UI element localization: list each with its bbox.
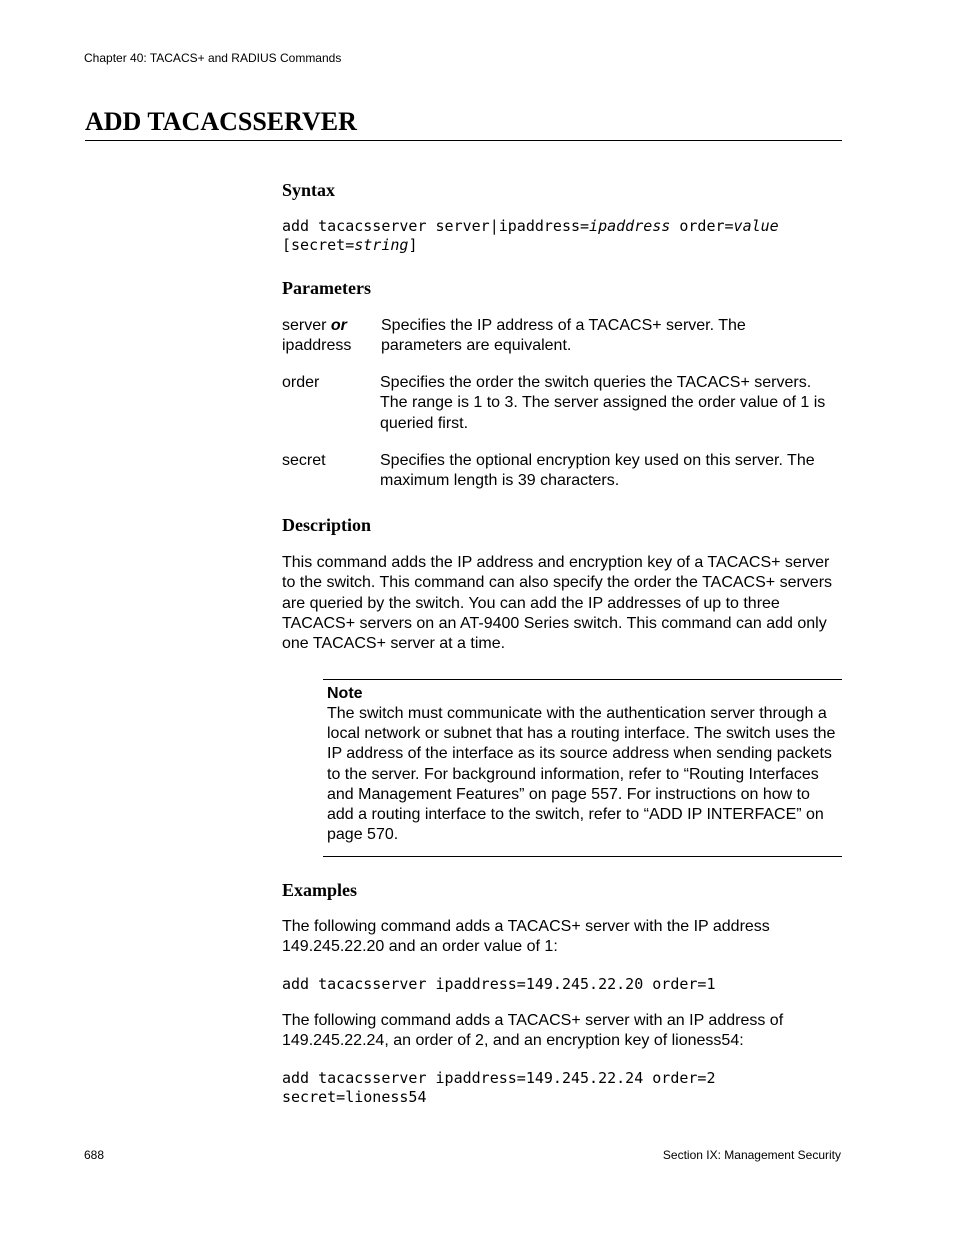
param-name-order: order [282, 374, 320, 391]
param-desc-secret: Specifies the optional encryption key used on this server. The maximum length is 39 characters. [380, 452, 815, 490]
note-title: Note [327, 685, 363, 702]
description-text: This command adds the IP address and encryption key of a TACACS+ server to the switch. This command can also specify the order the TACACS+ servers are queried by the switch. You can add the IP addresses of up to three TACACS+ servers on an AT-9400 Series switch. This command can add only one TACACS+ server at a time. [282, 554, 833, 653]
param-desc-order: Specifies the order the switch queries the TACACS+ servers. The range is 1 to 3. The server assigned the order value of 1 is queried first. [380, 374, 826, 432]
page-number: 688 [84, 1148, 105, 1162]
example-1-intro: The following command adds a TACACS+ server with the IP address 149.245.22.20 and an order value of 1: [282, 918, 770, 956]
example-2-code-line-1: add tacacsserver ipaddress=149.245.22.24 order=2 [282, 1069, 716, 1087]
param-desc-server: Specifies the IP address of a TACACS+ server. The parameters are equivalent. [381, 317, 746, 355]
syntax-heading: Syntax [282, 180, 336, 200]
note-text: The switch must communicate with the authentication server through a local network or subnet that has a routing interface. The switch uses the IP address of the interface as its source address when sending packets to the server. For background information, refer to “Routing Interfaces and Management Features” on page 557. For instructions on how to add a routing interface to the switch, refer to “ADD IP INTERFACE” on page 570. [327, 705, 836, 844]
example-1-code: add tacacsserver ipaddress=149.245.22.20 order=1 [282, 975, 716, 993]
footer-section: Section IX: Management Security [662, 1148, 841, 1162]
syntax-code-line-2: [secret=string] [282, 236, 418, 254]
param-name-server: server or ipaddress [282, 317, 352, 355]
page-title: ADD TACACSSERVER [85, 107, 357, 136]
example-2-intro: The following command adds a TACACS+ server with an IP address of 149.245.22.24, an order of 2, and an encryption key of lioness54: [282, 1012, 784, 1050]
title-rule [85, 140, 842, 141]
parameters-heading: Parameters [282, 278, 371, 298]
examples-heading: Examples [282, 880, 358, 900]
example-2-code-line-2: secret=lioness54 [282, 1088, 427, 1106]
running-header: Chapter 40: TACACS+ and RADIUS Commands [84, 51, 342, 65]
note-box [323, 679, 842, 857]
description-heading: Description [282, 515, 371, 535]
syntax-code-line-1: add tacacsserver server|ipaddress=ipaddress order=value [282, 217, 779, 235]
param-name-secret: secret [282, 452, 326, 469]
